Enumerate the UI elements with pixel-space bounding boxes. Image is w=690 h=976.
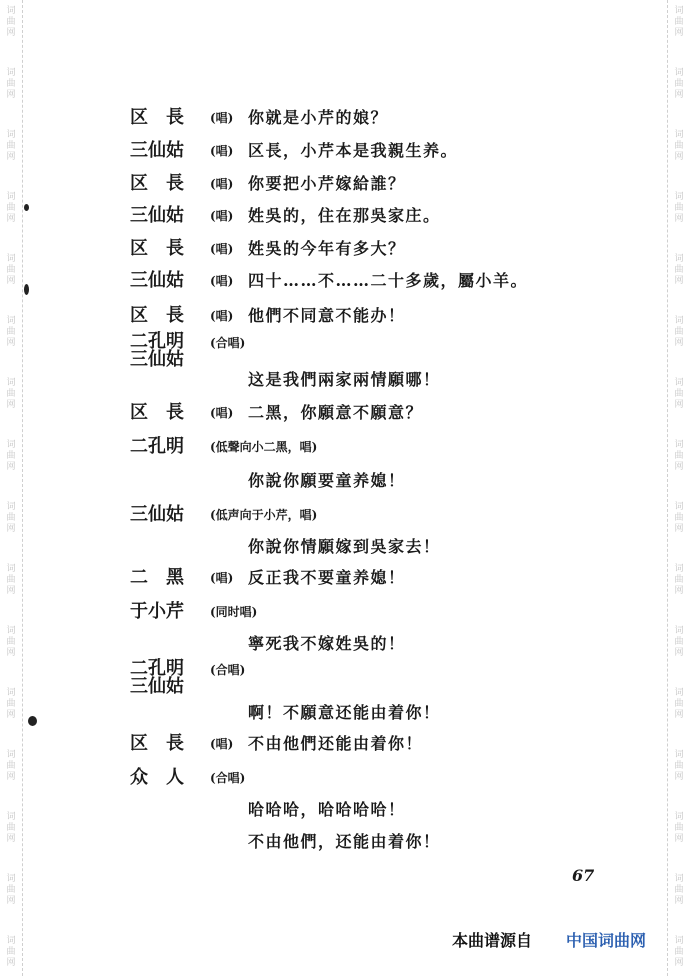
lyric-line: 不由他們，还能由着你！ <box>248 832 441 851</box>
speaker-name: 三仙姑 <box>130 205 184 226</box>
speaker-name: 二孔明 三仙姑 <box>130 331 184 370</box>
lyric-line: 区長，小芹本是我親生养。 <box>248 141 459 160</box>
stage-direction: (唱) <box>210 242 234 256</box>
lyric-line: 啊！不願意还能由着你！ <box>248 703 441 722</box>
stage-direction: (合唱) <box>210 771 246 785</box>
lyric-line: 寧死我不嫁姓吳的！ <box>248 634 406 653</box>
watermark-text: 词 曲 网 <box>6 936 16 968</box>
stage-direction: (唱) <box>210 111 234 125</box>
watermark-text: 词 曲 网 <box>6 564 16 596</box>
speaker-name: 区 長 <box>130 402 184 423</box>
ink-speck <box>24 204 29 211</box>
speaker-name: 众 人 <box>130 767 184 788</box>
watermark-text: 词 曲 网 <box>6 626 16 658</box>
lyric-line: 反正我不要童养媳！ <box>248 568 406 587</box>
lyric-line: 四十……不……二十多歲，屬小羊。 <box>248 271 529 290</box>
speaker-name: 区 長 <box>130 305 184 326</box>
lyric-line: 不由他們还能由着你！ <box>248 734 424 753</box>
watermark-text: 词 曲 网 <box>6 316 16 348</box>
lyric-line: 哈哈哈，哈哈哈哈！ <box>248 800 406 819</box>
stage-direction: (唱) <box>210 571 234 585</box>
watermark-text: 词 曲 网 <box>6 130 16 162</box>
watermark-text: 词 曲 网 <box>674 254 684 286</box>
page-number: 67 <box>572 866 595 885</box>
watermark-text: 词 曲 网 <box>674 564 684 596</box>
watermark-text: 词 曲 网 <box>674 502 684 534</box>
left-watermark-strip <box>0 0 23 976</box>
source-label: 本曲谱源自 <box>452 931 533 950</box>
lyric-line: 姓吳的今年有多大？ <box>248 239 406 258</box>
stage-direction: (合唱) <box>210 336 246 350</box>
watermark-text: 词 曲 网 <box>674 6 684 38</box>
watermark-text: 词 曲 网 <box>674 874 684 906</box>
speaker-name: 于小芹 <box>130 601 184 622</box>
watermark-text: 词 曲 网 <box>6 502 16 534</box>
speaker-name: 区 長 <box>130 107 184 128</box>
watermark-text: 词 曲 网 <box>6 192 16 224</box>
speaker-name: 区 長 <box>130 173 184 194</box>
watermark-text: 词 曲 网 <box>674 936 684 968</box>
stage-direction: (低聲向小二黑，唱) <box>210 440 318 454</box>
watermark-text: 词 曲 网 <box>674 130 684 162</box>
speaker-name: 三仙姑 <box>130 270 184 291</box>
lyric-line: 姓吳的，住在那吳家庄。 <box>248 206 441 225</box>
speaker-name: 二孔明 三仙姑 <box>130 658 184 697</box>
stage-direction: (合唱) <box>210 663 246 677</box>
right-watermark-strip <box>667 0 690 976</box>
stage-direction: (唱) <box>210 144 234 158</box>
watermark-text: 词 曲 网 <box>674 440 684 472</box>
watermark-text: 词 曲 网 <box>674 750 684 782</box>
speaker-name: 三仙姑 <box>130 140 184 161</box>
watermark-text: 词 曲 网 <box>674 192 684 224</box>
stage-direction: (唱) <box>210 737 234 751</box>
speaker-name: 二 黑 <box>130 567 184 588</box>
speaker-name: 区 長 <box>130 238 184 259</box>
stage-direction: (唱) <box>210 309 234 323</box>
watermark-text: 词 曲 网 <box>6 874 16 906</box>
site-name: 中国词曲网 <box>566 931 647 950</box>
watermark-text: 词 曲 网 <box>674 378 684 410</box>
lyric-line: 你說你情願嫁到吳家去！ <box>248 537 441 556</box>
speaker-name: 二孔明 <box>130 436 184 457</box>
watermark-text: 词 曲 网 <box>674 68 684 100</box>
stage-direction: (同时唱) <box>210 605 258 619</box>
stage-direction: (低声向于小芹，唱) <box>210 508 318 522</box>
stage-direction: (唱) <box>210 177 234 191</box>
watermark-text: 词 曲 网 <box>6 750 16 782</box>
lyric-line: 你說你願要童养媳！ <box>248 471 406 490</box>
stage-direction: (唱) <box>210 209 234 223</box>
watermark-text: 词 曲 网 <box>6 254 16 286</box>
lyric-line: 你要把小芹嫁給誰？ <box>248 174 406 193</box>
watermark-text: 词 曲 网 <box>674 688 684 720</box>
lyric-line: 二黑，你願意不願意？ <box>248 403 424 422</box>
watermark-text: 词 曲 网 <box>6 688 16 720</box>
lyric-line: 他們不同意不能办！ <box>248 306 406 325</box>
watermark-text: 词 曲 网 <box>6 440 16 472</box>
watermark-text: 词 曲 网 <box>6 6 16 38</box>
speaker-name: 三仙姑 <box>130 504 184 525</box>
watermark-text: 词 曲 网 <box>674 812 684 844</box>
stage-direction: (唱) <box>210 406 234 420</box>
watermark-text: 词 曲 网 <box>6 812 16 844</box>
watermark-text: 词 曲 网 <box>674 316 684 348</box>
lyric-line: 你就是小芹的娘？ <box>248 108 389 127</box>
watermark-text: 词 曲 网 <box>6 378 16 410</box>
watermark-text: 词 曲 网 <box>6 68 16 100</box>
ink-speck <box>24 284 29 295</box>
lyric-line: 这是我們兩家兩情願哪！ <box>248 370 441 389</box>
stage-direction: (唱) <box>210 274 234 288</box>
ink-speck <box>28 716 37 726</box>
speaker-name: 区 長 <box>130 733 184 754</box>
watermark-text: 词 曲 网 <box>674 626 684 658</box>
